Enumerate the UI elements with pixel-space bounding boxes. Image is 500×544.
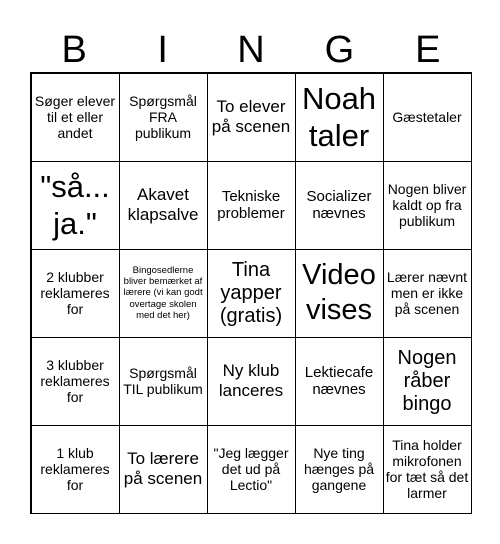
bingo-header	[30, 28, 472, 72]
bingo-cell[interactable]: Bingosedlerne bliver bemærket af lærere (vi kan godt overtage skolen med det her)	[119, 249, 208, 338]
header-letter-g: G	[324, 29, 355, 71]
bingo-board	[30, 72, 472, 514]
bingo-cell[interactable]: "Jeg lægger det ud på Lectio"	[207, 425, 296, 514]
header-letter-n: N	[237, 29, 265, 71]
bingo-cell[interactable]: To elever på scenen	[207, 73, 296, 162]
header-letter-e: E	[415, 29, 441, 71]
bingo-cell[interactable]: Ny klub lanceres	[207, 337, 296, 426]
bingo-cell[interactable]: "så... ja."	[31, 161, 120, 250]
bingo-cell[interactable]: Tina yapper (gratis)	[207, 249, 296, 338]
bingo-cell[interactable]: Gæstetaler	[383, 73, 472, 162]
bingo-cell[interactable]: Lærer nævnt men er ikke på scenen	[383, 249, 472, 338]
bingo-cell[interactable]: Spørgsmål TIL publikum	[119, 337, 208, 426]
bingo-cell[interactable]: To lærere på scenen	[119, 425, 208, 514]
bingo-cell[interactable]: Søger elever til et eller andet	[31, 73, 120, 162]
bingo-cell[interactable]: Nye ting hænges på gangene	[295, 425, 384, 514]
bingo-cell[interactable]: Socializer nævnes	[295, 161, 384, 250]
header-letter-i: I	[157, 29, 168, 71]
bingo-cell[interactable]: Akavet klapsalve	[119, 161, 208, 250]
bingo-cell[interactable]: Video vises	[295, 249, 384, 338]
bingo-cell[interactable]: Tina holder mikrofonen for tæt så det larmer	[383, 425, 472, 514]
bingo-cell[interactable]: Tekniske problemer	[207, 161, 296, 250]
bingo-cell[interactable]: Nogen råber bingo	[383, 337, 472, 426]
bingo-cell[interactable]: Lektiecafe nævnes	[295, 337, 384, 426]
bingo-cell[interactable]: 2 klubber reklameres for	[31, 249, 120, 338]
bingo-cell[interactable]: 3 klubber reklameres for	[31, 337, 120, 426]
bingo-cell[interactable]: Spørgsmål FRA publikum	[119, 73, 208, 162]
header-letter-b: B	[61, 29, 87, 71]
bingo-cell[interactable]: Noah taler	[295, 73, 384, 162]
bingo-cell[interactable]: Nogen bliver kaldt op fra publikum	[383, 161, 472, 250]
bingo-cell[interactable]: 1 klub reklameres for	[31, 425, 120, 514]
